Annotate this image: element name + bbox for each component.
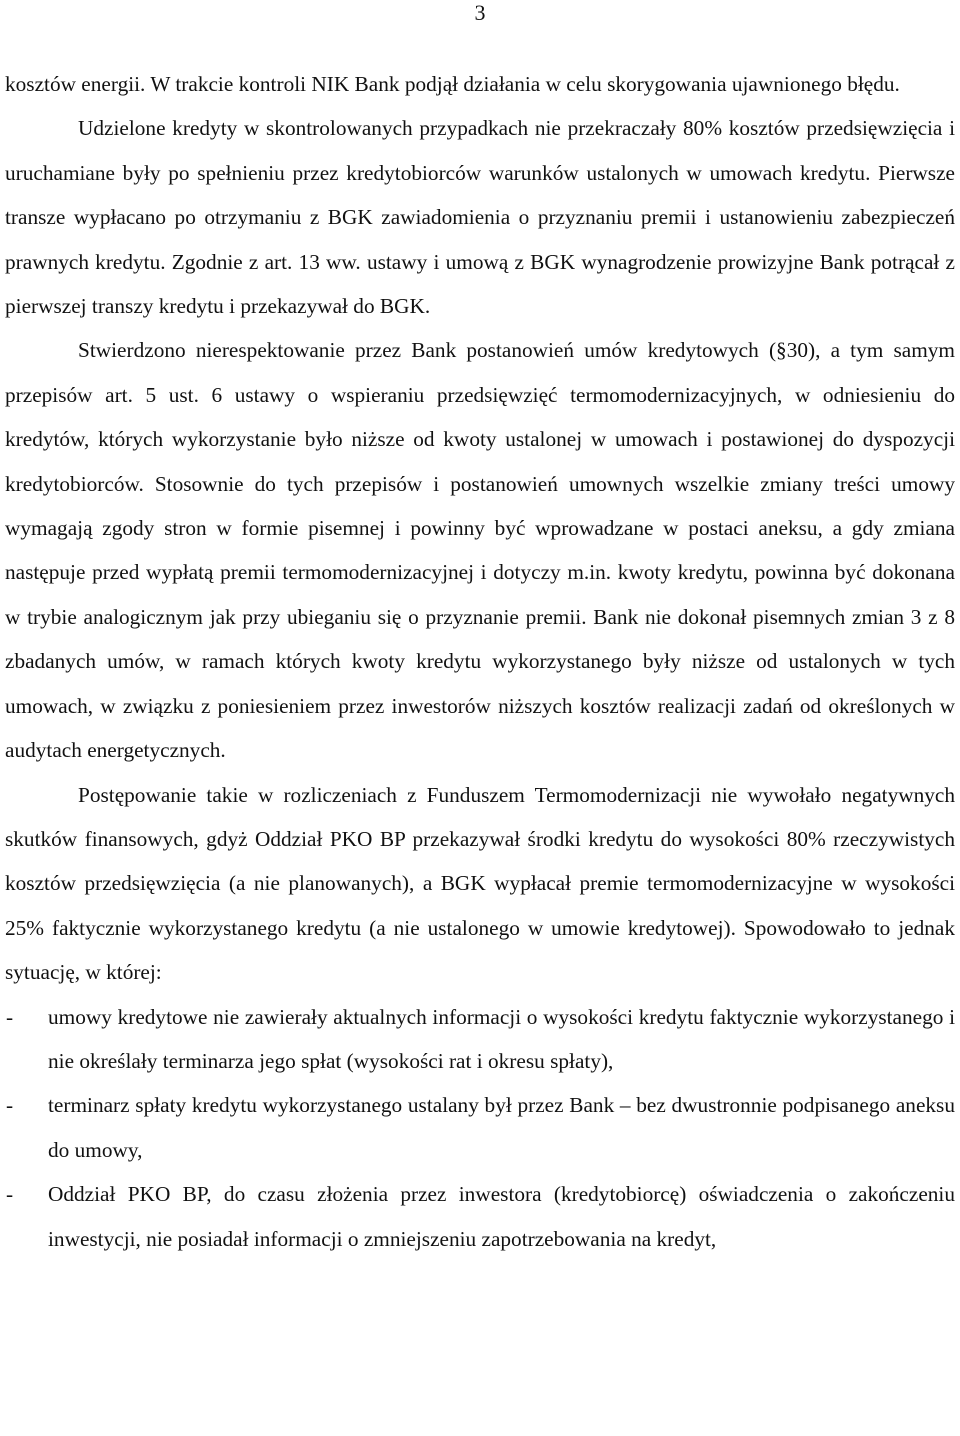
paragraph-1: kosztów energii. W trakcie kontroli NIK Bank podjął działania w celu skorygowania ujawnionego błędu. (5, 72, 900, 96)
list-bullet: - (6, 1093, 14, 1118)
paragraph-2: Udzielone kredyty w skontrolowanych przypadkach nie przekraczały 80% kosztów przedsięwzięcia i uruchamiane były po spełnieniu przez kredytobiorców warunków ustalonych w umowach kredytu. Pierwsze transze wypłacano po otrzymaniu z BGK zawiadomienia o przyznaniu premii i ustanowieniu zabezpieczeń prawnych kredytu. Zgodnie z art. 13 ww. ustawy i umową z BGK wynagrodzenie prowizyjne Bank potrącał z pierwszej transzy kredytu i przekazywał do BGK. (5, 116, 955, 319)
list-item-text: terminarz spłaty kredytu wykorzystanego ustalany był przez Bank – bez dwustronnie podpisanego aneksu do umowy, (48, 1093, 955, 1162)
paragraph-4: Postępowanie takie w rozliczeniach z Funduszem Termomodernizacji nie wywołało negatywnych skutków finansowych, gdyż Oddział PKO BP przekazywał środki kredytu do wysokości 80% rzeczywistych kosztów przedsięwzięcia (a nie planowanych), a BGK wypłacał premie termomodernizacyjne w wysokości 25% faktycznie wykorzystanego kredytu (a nie ustalonego w umowie kredytowej). Spowodowało to jednak sytuację, w której: (5, 782, 955, 985)
list-item (5, 1172, 955, 1261)
page-number: 3 (474, 0, 486, 25)
list-item (5, 1083, 955, 1172)
paragraph-3: Stwierdzono nierespektowanie przez Bank postanowień umów kredytowych (§30), a tym samym przepisów art. 5 ust. 6 ustawy o wspieraniu przedsięwzięć termomodernizacyjnych, w odniesieniu do kredytów, których wykorzystanie było niższe od kwoty ustalonej w umowach i postawionej do dyspozycji kredytobiorców. Stosownie do tych przepisów i postanowień umownych wszelkie zmiany treści umowy wymagają zgody stron w formie pisemnej i powinny być wprowadzane w postaci aneksu, a gdy zmiana następuje przed wypłatą premii termomodernizacyjnej i dotyczy m.in. kwoty kredytu, powinna być dokonana w trybie analogicznym jak przy ubieganiu się o przyznanie premii. Bank nie dokonał pisemnych zmian 3 z 8 zbadanych umów, w ramach których kwoty kredytu wykorzystanego były niższe od ustalonych w tych umowach, w związku z poniesieniem przez inwestorów niższych kosztów realizacji zadań od określonych w audytach energetycznych. (5, 338, 955, 763)
list-item (5, 995, 955, 1084)
document-body (5, 62, 955, 1261)
list-bullet: - (6, 1004, 14, 1029)
list-item-text: umowy kredytowe nie zawierały aktualnych informacji o wysokości kredytu faktycznie wykorzystanego i nie określały terminarza jego spłat (wysokości rat i okresu spłaty), (48, 1004, 955, 1073)
dash-list (5, 995, 955, 1261)
list-bullet: - (6, 1182, 14, 1207)
list-item-text: Oddział PKO BP, do czasu złożenia przez inwestora (kredytobiorcę) oświadczenia o zakończeniu inwestycji, nie posiadał informacji o zmniejszeniu zapotrzebowania na kredyt, (48, 1182, 955, 1251)
